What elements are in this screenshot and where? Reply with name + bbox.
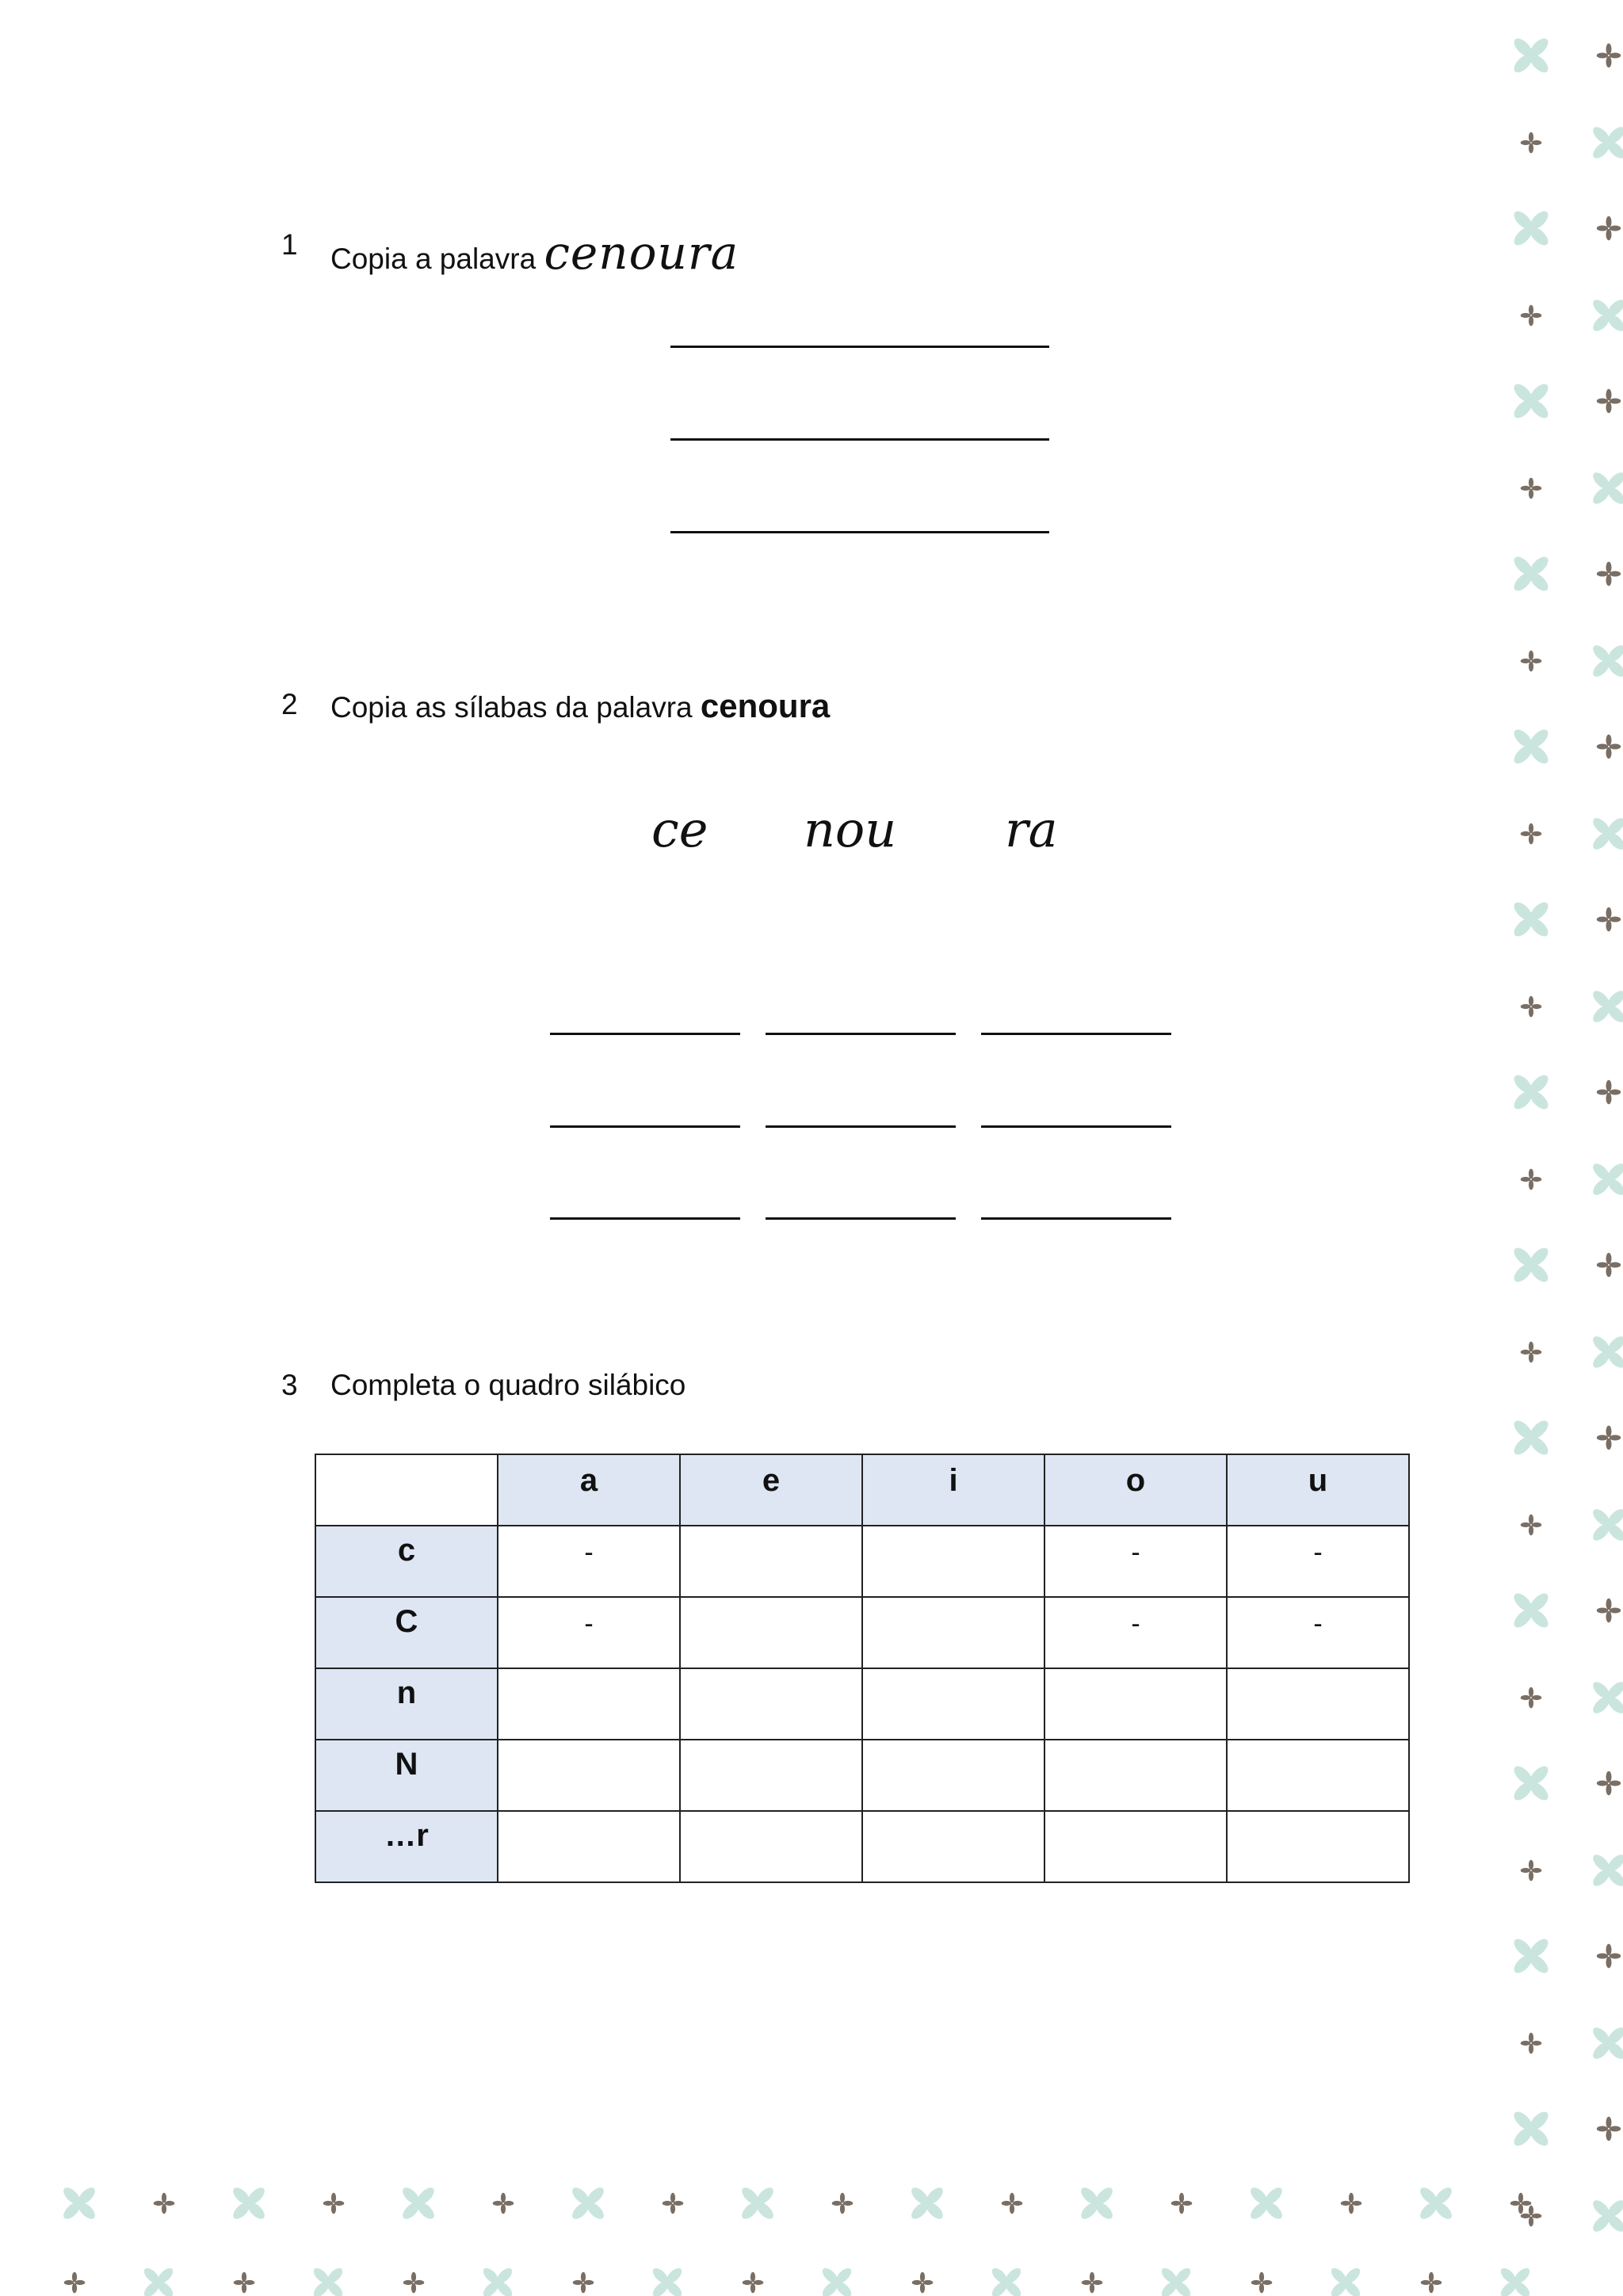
table-cell[interactable] bbox=[680, 1526, 862, 1597]
question-text bbox=[330, 226, 739, 280]
small-flower-icon bbox=[1521, 132, 1542, 154]
small-flower-icon bbox=[1421, 2272, 1442, 2294]
table-cell[interactable] bbox=[1227, 1668, 1409, 1740]
table-cell[interactable] bbox=[862, 1668, 1044, 1740]
leaf-flower-icon bbox=[1591, 124, 1623, 162]
leaf-flower-icon bbox=[990, 2266, 1024, 2296]
small-flower-icon bbox=[1597, 735, 1621, 758]
table-cell[interactable]: - bbox=[1044, 1526, 1227, 1597]
syllable-line[interactable] bbox=[550, 1217, 740, 1220]
column-header: e bbox=[680, 1454, 862, 1526]
leaf-flower-icon bbox=[1079, 2185, 1116, 2222]
table-cell[interactable]: - bbox=[1044, 1597, 1227, 1668]
small-flower-icon bbox=[154, 2193, 175, 2214]
small-flower-icon bbox=[1521, 1687, 1542, 1709]
small-flower-icon bbox=[1002, 2193, 1023, 2214]
cursive-word: cenoura bbox=[544, 226, 739, 280]
column-header: i bbox=[862, 1454, 1044, 1526]
syllable-ra: ra bbox=[1005, 800, 1058, 858]
small-flower-icon bbox=[1597, 389, 1621, 413]
syllable-ce: ce bbox=[651, 800, 708, 858]
leaf-flower-icon bbox=[1511, 727, 1552, 767]
table-cell[interactable]: - bbox=[498, 1597, 680, 1668]
leaf-flower-icon bbox=[1511, 208, 1552, 249]
leaf-flower-icon bbox=[1511, 1072, 1552, 1113]
syllable-line[interactable] bbox=[550, 1125, 740, 1128]
leaf-flower-icon bbox=[142, 2266, 176, 2296]
leaf-flower-icon bbox=[1511, 1245, 1552, 1286]
leaf-flower-icon bbox=[1511, 381, 1552, 422]
leaf-flower-icon bbox=[1499, 2266, 1533, 2296]
small-flower-icon bbox=[1597, 44, 1621, 67]
leaf-flower-icon bbox=[61, 2185, 98, 2222]
small-flower-icon bbox=[1171, 2193, 1193, 2214]
small-flower-icon bbox=[234, 2272, 255, 2294]
leaf-flower-icon bbox=[1591, 2025, 1623, 2062]
small-flower-icon bbox=[1597, 907, 1621, 931]
row-header: c bbox=[315, 1526, 498, 1597]
table-cell[interactable] bbox=[862, 1526, 1044, 1597]
syllable-line[interactable] bbox=[981, 1033, 1171, 1035]
small-flower-icon bbox=[493, 2193, 514, 2214]
leaf-flower-icon bbox=[1511, 1591, 1552, 1631]
leaf-flower-icon bbox=[1159, 2266, 1193, 2296]
row-header: …r bbox=[315, 1811, 498, 1882]
small-flower-icon bbox=[1597, 1426, 1621, 1450]
small-flower-icon bbox=[1251, 2272, 1273, 2294]
writing-line[interactable] bbox=[670, 531, 1049, 533]
question-number: 1 bbox=[281, 228, 298, 261]
syllable-line[interactable] bbox=[550, 1033, 740, 1035]
small-flower-icon bbox=[663, 2193, 684, 2214]
small-flower-icon bbox=[1521, 1860, 1542, 1881]
row-header: C bbox=[315, 1597, 498, 1668]
leaf-flower-icon bbox=[1511, 2109, 1552, 2149]
leaf-flower-icon bbox=[570, 2185, 607, 2222]
column-header: u bbox=[1227, 1454, 1409, 1526]
question-instruction: Copia a palavra bbox=[330, 243, 537, 275]
small-flower-icon bbox=[1597, 1253, 1621, 1277]
syllable-line[interactable] bbox=[981, 1125, 1171, 1128]
leaf-flower-icon bbox=[311, 2266, 346, 2296]
question-text bbox=[330, 687, 831, 724]
small-flower-icon bbox=[912, 2272, 934, 2294]
row-header: n bbox=[315, 1668, 498, 1740]
small-flower-icon bbox=[1597, 562, 1621, 586]
small-flower-icon bbox=[64, 2272, 86, 2294]
table-row bbox=[315, 1597, 1409, 1668]
small-flower-icon bbox=[1521, 823, 1542, 845]
table-cell[interactable] bbox=[498, 1740, 680, 1811]
small-flower-icon bbox=[403, 2272, 425, 2294]
leaf-flower-icon bbox=[651, 2266, 685, 2296]
leaf-flower-icon bbox=[1511, 1936, 1552, 1977]
leaf-flower-icon bbox=[739, 2185, 777, 2222]
question-text: Completa o quadro silábico bbox=[330, 1369, 686, 1401]
table-cell[interactable] bbox=[862, 1597, 1044, 1668]
floral-border-right bbox=[1498, 0, 1623, 2296]
leaf-flower-icon bbox=[1511, 900, 1552, 940]
small-flower-icon bbox=[1597, 1944, 1621, 1968]
syllable-line[interactable] bbox=[981, 1217, 1171, 1220]
small-flower-icon bbox=[1510, 2193, 1532, 2214]
leaf-flower-icon bbox=[400, 2185, 437, 2222]
small-flower-icon bbox=[1521, 1515, 1542, 1536]
small-flower-icon bbox=[1521, 1169, 1542, 1190]
leaf-flower-icon bbox=[1329, 2266, 1363, 2296]
syllable-table bbox=[315, 1454, 1410, 1883]
leaf-flower-icon bbox=[1591, 816, 1623, 853]
syllable-line[interactable] bbox=[766, 1033, 956, 1035]
leaf-flower-icon bbox=[481, 2266, 515, 2296]
syllable-line[interactable] bbox=[766, 1217, 956, 1220]
table-corner-cell bbox=[315, 1454, 498, 1526]
syllable-nou: nou bbox=[804, 800, 897, 858]
table-cell[interactable] bbox=[680, 1811, 862, 1882]
table-cell[interactable] bbox=[862, 1740, 1044, 1811]
column-header: a bbox=[498, 1454, 680, 1526]
table-cell[interactable] bbox=[498, 1811, 680, 1882]
table-header-row bbox=[315, 1454, 1409, 1526]
leaf-flower-icon bbox=[1591, 1507, 1623, 1544]
table-cell[interactable] bbox=[1044, 1668, 1227, 1740]
leaf-flower-icon bbox=[1591, 643, 1623, 680]
small-flower-icon bbox=[1521, 1342, 1542, 1363]
leaf-flower-icon bbox=[1591, 1679, 1623, 1717]
writing-line[interactable] bbox=[670, 346, 1049, 348]
leaf-flower-icon bbox=[1591, 1334, 1623, 1371]
leaf-flower-icon bbox=[1511, 36, 1552, 76]
small-flower-icon bbox=[1597, 1771, 1621, 1795]
question-number: 2 bbox=[281, 688, 298, 720]
leaf-flower-icon bbox=[1511, 1763, 1552, 1804]
small-flower-icon bbox=[323, 2193, 345, 2214]
table-cell[interactable] bbox=[1227, 1811, 1409, 1882]
small-flower-icon bbox=[1597, 1080, 1621, 1104]
small-flower-icon bbox=[1597, 2117, 1621, 2141]
table-row bbox=[315, 1668, 1409, 1740]
small-flower-icon bbox=[1082, 2272, 1103, 2294]
leaf-flower-icon bbox=[1591, 1852, 1623, 1889]
table-row bbox=[315, 1740, 1409, 1811]
table-cell[interactable] bbox=[680, 1597, 862, 1668]
bold-word: cenoura bbox=[700, 687, 831, 724]
question-instruction: Copia as sílabas da palavra bbox=[330, 691, 693, 724]
small-flower-icon bbox=[1521, 305, 1542, 327]
table-cell[interactable] bbox=[862, 1811, 1044, 1882]
table-row bbox=[315, 1526, 1409, 1597]
table-cell[interactable] bbox=[680, 1740, 862, 1811]
small-flower-icon bbox=[1521, 996, 1542, 1018]
column-header: o bbox=[1044, 1454, 1227, 1526]
small-flower-icon bbox=[1597, 1599, 1621, 1622]
small-flower-icon bbox=[1597, 216, 1621, 240]
syllable-line[interactable] bbox=[766, 1125, 956, 1128]
table-cell[interactable] bbox=[1227, 1740, 1409, 1811]
leaf-flower-icon bbox=[1418, 2185, 1455, 2222]
small-flower-icon bbox=[1341, 2193, 1362, 2214]
leaf-flower-icon bbox=[1591, 297, 1623, 334]
small-flower-icon bbox=[1521, 478, 1542, 499]
table-cell[interactable]: - bbox=[498, 1526, 680, 1597]
table-cell[interactable] bbox=[1044, 1811, 1227, 1882]
leaf-flower-icon bbox=[1591, 1161, 1623, 1198]
small-flower-icon bbox=[743, 2272, 764, 2294]
leaf-flower-icon bbox=[1511, 1418, 1552, 1458]
leaf-flower-icon bbox=[820, 2266, 854, 2296]
leaf-flower-icon bbox=[909, 2185, 946, 2222]
small-flower-icon bbox=[832, 2193, 854, 2214]
floral-border-bottom bbox=[0, 2164, 1623, 2296]
table-cell[interactable] bbox=[1044, 1740, 1227, 1811]
table-cell[interactable]: - bbox=[1227, 1526, 1409, 1597]
small-flower-icon bbox=[1521, 2033, 1542, 2054]
leaf-flower-icon bbox=[1591, 470, 1623, 507]
row-header: N bbox=[315, 1740, 498, 1811]
leaf-flower-icon bbox=[1248, 2185, 1285, 2222]
table-row bbox=[315, 1811, 1409, 1882]
leaf-flower-icon bbox=[1591, 988, 1623, 1026]
table-cell[interactable]: - bbox=[1227, 1597, 1409, 1668]
small-flower-icon bbox=[573, 2272, 594, 2294]
table-cell[interactable] bbox=[680, 1668, 862, 1740]
question-number: 3 bbox=[281, 1369, 298, 1401]
small-flower-icon bbox=[1521, 651, 1542, 672]
writing-line[interactable] bbox=[670, 438, 1049, 441]
table-cell[interactable] bbox=[498, 1668, 680, 1740]
leaf-flower-icon bbox=[1511, 554, 1552, 594]
leaf-flower-icon bbox=[231, 2185, 268, 2222]
